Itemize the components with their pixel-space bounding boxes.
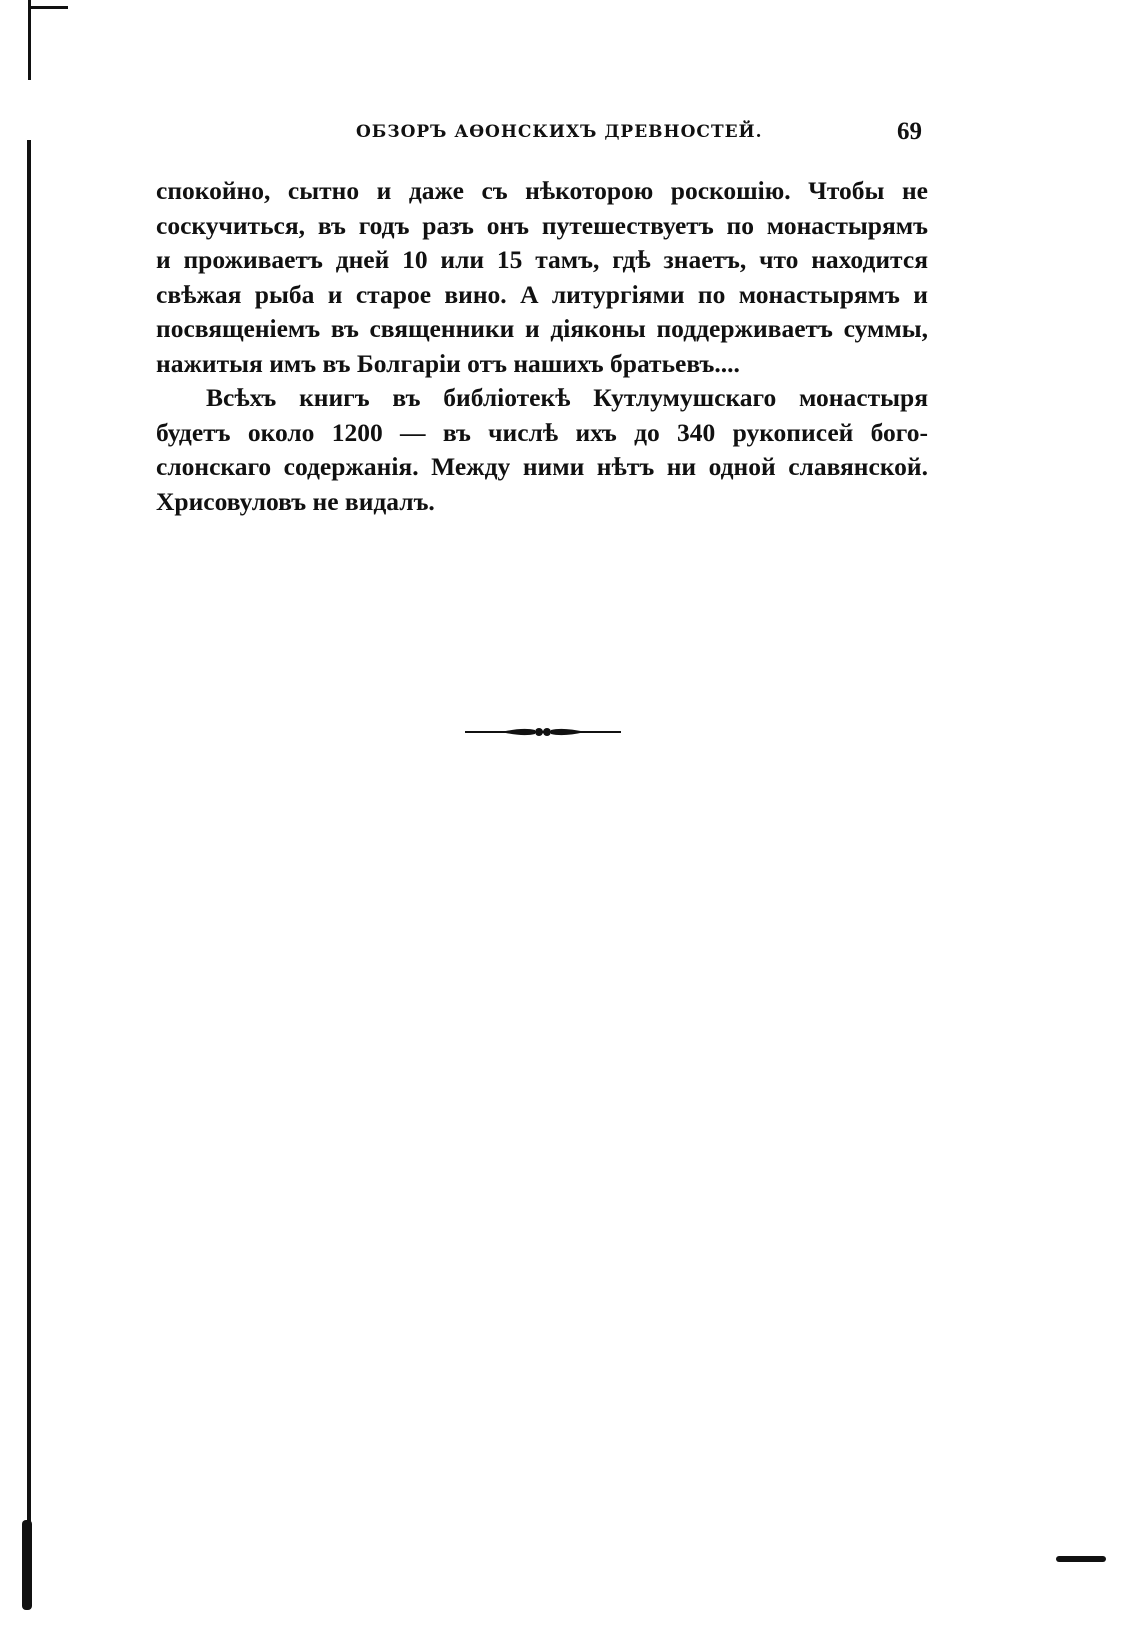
scan-edge-cap	[28, 6, 68, 9]
ornament-divider-icon	[465, 724, 621, 740]
text-line: и проживаетъ дней 10 или 15 тамъ, гдѣ знаетъ, что находится	[156, 245, 928, 274]
running-title: ОБЗОРЪ АѲОНСКИХЪ ДРЕВНОСТЕЙ.	[356, 122, 763, 142]
text-line: Всѣхъ книгъ въ библіотекѣ Кутлумушскаго монастыря	[206, 383, 928, 412]
text-line: слонскаго содержанія. Между ними нѣтъ ни одной славянской.	[156, 452, 928, 481]
text-line: соскучиться, въ годъ разъ онъ путешествуетъ по монастырямъ	[156, 210, 928, 240]
page-number: 69	[897, 118, 922, 145]
scan-edge-rule	[27, 140, 31, 1600]
text-line: свѣжая рыба и старое вино. А литургіями по монастырямъ и	[156, 279, 928, 309]
scan-ink-mark	[1056, 1556, 1106, 1562]
paragraph-2	[156, 381, 928, 519]
scan-edge-blot	[22, 1520, 32, 1610]
text-line: Хрисовуловъ не видалъ.	[156, 486, 435, 516]
body-text	[156, 174, 928, 519]
text-line: нажитыя имъ въ Болгаріи отъ нашихъ братьевъ....	[156, 348, 740, 378]
scan-edge-top	[28, 0, 31, 80]
text-line: будетъ около 1200 — въ числѣ ихъ до 340 рукописей бого-	[156, 417, 928, 447]
paragraph-1	[156, 174, 928, 381]
text-line: посвященіемъ въ священники и діяконы поддерживаетъ суммы,	[156, 314, 928, 343]
running-head	[150, 120, 930, 152]
text-line: спокойно, сытно и даже съ нѣкоторою роскошію. Чтобы не	[156, 176, 928, 205]
